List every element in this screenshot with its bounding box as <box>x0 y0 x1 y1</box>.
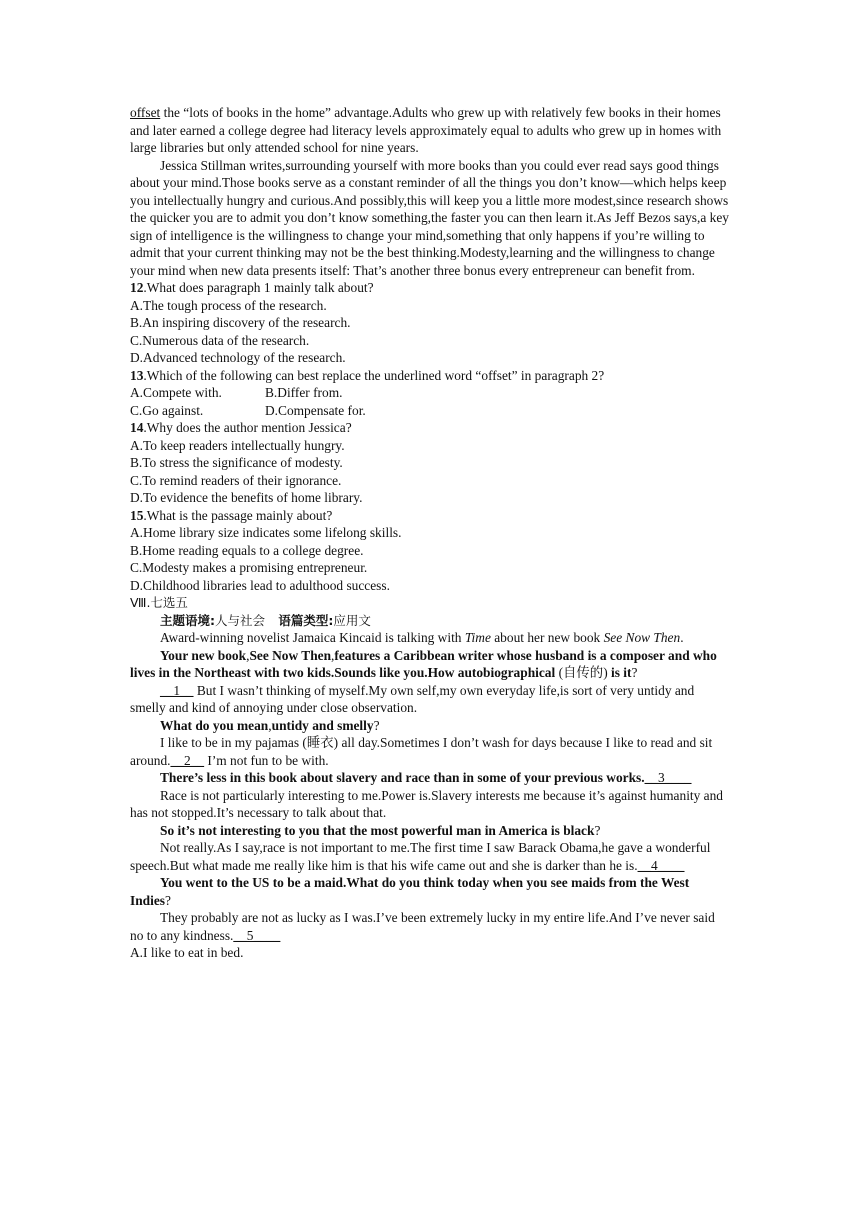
question-text: untidy and smelly <box>271 717 374 733</box>
context-value: 人与社会 <box>215 612 266 628</box>
question-text: What do you mean <box>160 717 269 733</box>
option: D.Childhood libraries lead to adulthood success. <box>130 577 390 593</box>
answer-text: But I wasn’t thinking of myself.My own self,my own everyday life,is sort of very untidy and smelly and kind of annoying under close observation. <box>130 682 695 715</box>
paragraph-text: the “lots of books in the home” advantage.Adults who grew up with relatively few books in their homes and later earned a college degree had literacy levels approximately equal to adults who grew up in homes with large libraries but only attended school for nine years. <box>130 105 722 155</box>
section-meta <box>130 612 730 630</box>
type-label: 语篇类型: <box>278 612 334 628</box>
option: C.To remind readers of their ignorance. <box>130 472 342 488</box>
interview-question <box>130 874 730 909</box>
type-value: 应用文 <box>333 612 371 628</box>
passage-paragraph: Jessica Stillman writes,surrounding yourself with more books than you could ever read says good things about your mind.Those books serve as a constant reminder of all the things you don’t know—which helps keep you intellectually hungry and curious.And possibly,this will keep you a little more modest,since research shows the quicker you are to admit you don’t know something,the faster you can then learn it.As Jeff Bezos says,a key sign of intelligence is the willingness to change your mind,something that only happens if you’re willing to admit that your current thinking may not be the best thinking.Modesty,learning and the willingness to change your mind when new data presents itself: That’s another three bonus every entrepreneur can benefit from. <box>130 157 729 278</box>
punctuation: ? <box>594 822 601 838</box>
option: D.To evidence the benefits of home library. <box>130 490 363 505</box>
punctuation: ? <box>164 892 171 908</box>
option: A.Compete with. <box>130 385 222 400</box>
question-text: Your new book <box>160 647 247 663</box>
book-title: See Now Then <box>603 630 681 645</box>
punctuation: , <box>246 647 250 663</box>
question-number: 13 <box>130 367 144 383</box>
blank-3: __3____ <box>644 770 692 785</box>
option: C.Modesty makes a promising entrepreneur. <box>130 560 368 575</box>
punctuation: , <box>331 647 335 663</box>
option: A.Home library size indicates some lifelong skills. <box>130 525 402 540</box>
question-text: You went to the US to be a maid.What do you think today when you see maids from the West Indies <box>130 875 690 908</box>
option: D.Advanced technology of the research. <box>130 350 346 365</box>
question-number: 14 <box>130 420 144 435</box>
question-text: .What is the passage mainly about? <box>143 507 333 523</box>
option: C.Numerous data of the research. <box>130 332 310 348</box>
blank-5: __5____ <box>233 927 281 943</box>
option: B.To stress the significance of modesty. <box>130 455 343 470</box>
interview-answer <box>130 909 730 944</box>
punctuation: ? <box>373 717 380 733</box>
option: A.To keep readers intellectually hungry. <box>130 437 345 453</box>
option: A.The tough process of the research. <box>130 297 327 313</box>
question-stem <box>130 279 730 297</box>
interview-answer <box>130 839 730 874</box>
interview-question <box>130 717 730 735</box>
option-row <box>130 402 730 420</box>
intro-text: . <box>680 630 684 645</box>
question-stem <box>130 507 730 525</box>
question-text: is it <box>611 665 632 680</box>
interview-intro <box>130 629 730 647</box>
option: D.Compensate for. <box>265 402 366 418</box>
gloss: (自传的) <box>555 665 612 680</box>
interview-question <box>130 822 730 840</box>
punctuation: ? <box>631 665 638 680</box>
interview-answer: Race is not particularly interesting to me.Power is.Slavery interests me because it’s against humanity and has not stopped.It’s necessary to talk about that. <box>130 787 724 820</box>
intro-text: about her new book <box>490 630 604 645</box>
interview-answer <box>130 682 730 717</box>
interview-question <box>130 647 730 682</box>
question-text: .What does paragraph 1 mainly talk about? <box>143 280 374 295</box>
context-label: 主题语境: <box>160 612 215 628</box>
section-heading: Ⅷ.七选五 <box>130 595 188 610</box>
option: A.I like to eat in bed. <box>130 945 244 960</box>
blank-1: __1__ <box>160 682 194 698</box>
option: B.Differ from. <box>265 385 343 400</box>
question-number: 15 <box>130 507 144 523</box>
option-row <box>130 384 730 402</box>
question-stem <box>130 419 730 437</box>
underlined-word: offset <box>130 105 161 120</box>
question-text: There’s less in this book about slavery and race than in some of your previous works. <box>160 770 645 785</box>
question-text: .Which of the following can best replace the underlined word “offset” in paragraph 2? <box>143 367 605 383</box>
answer-text: I’m not fun to be with. <box>204 752 329 768</box>
magazine-name: Time <box>464 630 491 645</box>
punctuation: , <box>268 717 272 733</box>
interview-question <box>130 769 730 787</box>
document-page <box>130 104 730 962</box>
answer-text: I like to be in my pajamas (睡衣) all day.Sometimes I don’t wash for days because I like to read and sit around. <box>130 735 713 768</box>
question-number: 12 <box>130 280 144 295</box>
question-stem <box>130 367 730 385</box>
interview-answer <box>130 734 730 769</box>
question-text: features a Caribbean writer whose husband is a composer and who lives in the Northeast with two kids.Sounds like you.How autobiographical <box>130 647 717 680</box>
intro-text: Award-winning novelist Jamaica Kincaid is talking with <box>160 630 465 645</box>
answer-text: Not really.As I say,race is not important to me.The first time I saw Barack Obama,he gave a wonderful speech.But what made me really like him is that his wife came out and she is darker than he is. <box>130 840 711 873</box>
blank-2: __2__ <box>170 752 205 768</box>
option: B.An inspiring discovery of the research. <box>130 315 351 330</box>
question-text: See Now Then <box>249 647 332 663</box>
question-text: .Why does the author mention Jessica? <box>143 420 352 435</box>
answer-text: They probably are not as lucky as I was.I’ve been extremely lucky in my entire life.And I’ve never said no to any kindness. <box>130 910 715 943</box>
option: C.Go against. <box>130 402 204 418</box>
blank-4: __4____ <box>637 857 685 873</box>
question-text: So it’s not interesting to you that the most powerful man in America is black <box>160 822 595 838</box>
option: B.Home reading equals to a college degree. <box>130 542 364 558</box>
passage-paragraph <box>130 104 730 157</box>
